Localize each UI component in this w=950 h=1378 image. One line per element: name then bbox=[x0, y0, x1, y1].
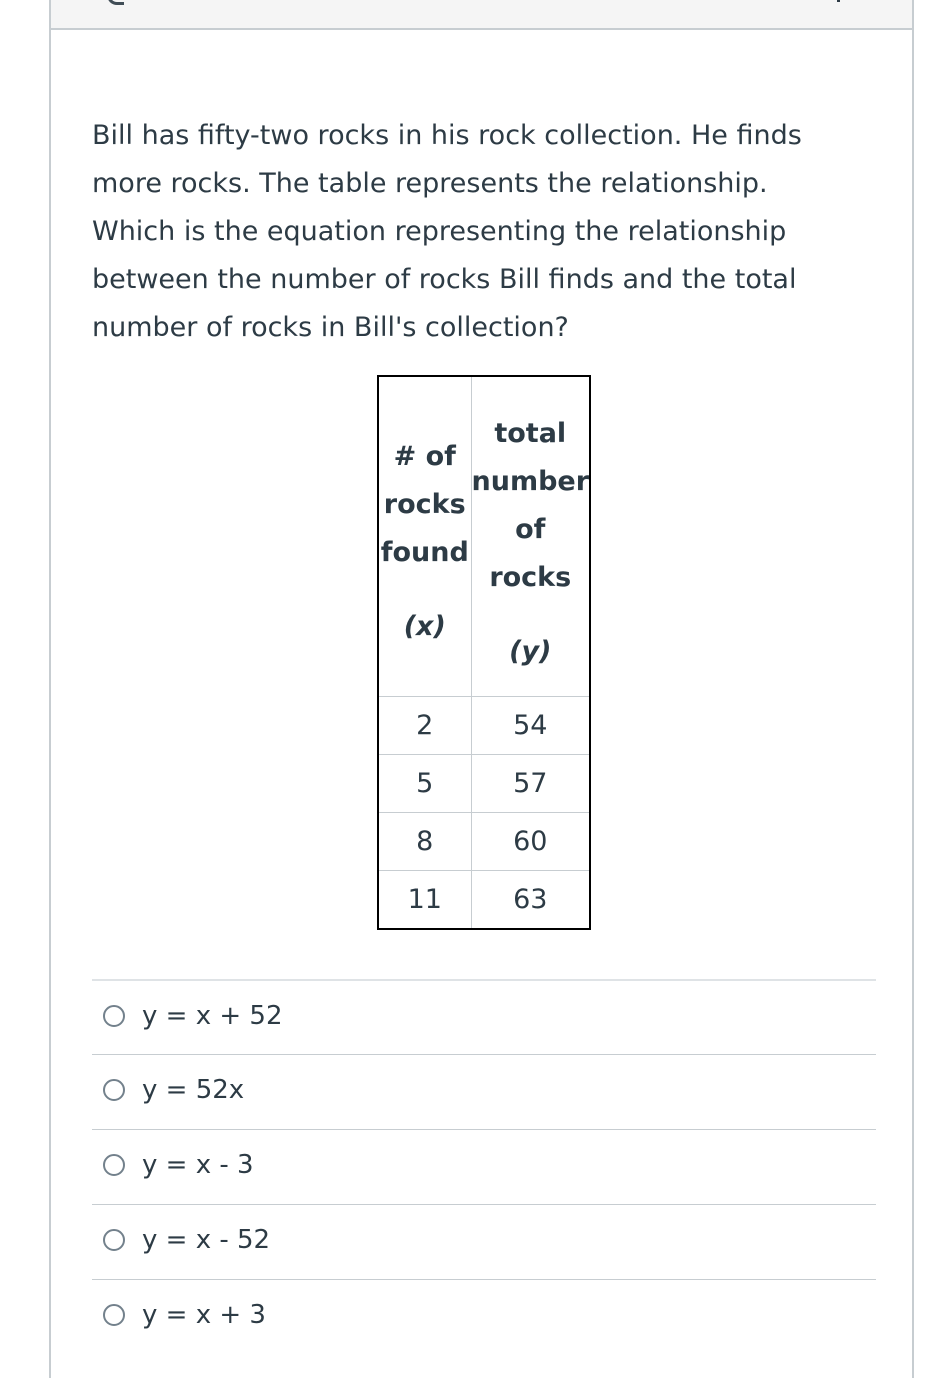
header-y-var: (y) bbox=[509, 636, 552, 667]
radio-button[interactable] bbox=[103, 1079, 125, 1101]
answer-option[interactable] bbox=[92, 1279, 876, 1354]
table-row bbox=[378, 754, 590, 812]
answer-label[interactable]: y = 52x bbox=[142, 1075, 245, 1105]
table-cell-x: 5 bbox=[378, 754, 471, 812]
table-header-row bbox=[378, 376, 590, 696]
radio-button[interactable] bbox=[103, 1229, 125, 1251]
question-text: Bill has fifty-two rocks in his rock collection. He finds more rocks. The table represents the relationship. Which is the equation representing the relationship between the number of rocks Bill finds and the total number of rocks in Bill's collection? bbox=[92, 120, 802, 343]
table-cell-y: 54 bbox=[471, 696, 590, 754]
table-row bbox=[378, 812, 590, 870]
header-points-marker bbox=[837, 0, 840, 2]
table-header-y bbox=[471, 376, 590, 696]
radio-button[interactable] bbox=[103, 1154, 125, 1176]
table-cell-y: 57 bbox=[471, 754, 590, 812]
radio-button[interactable] bbox=[103, 1005, 125, 1027]
table-cell-x: 8 bbox=[378, 812, 471, 870]
answer-option[interactable] bbox=[92, 1054, 876, 1129]
answer-label[interactable]: y = x - 52 bbox=[142, 1225, 271, 1255]
answer-option[interactable] bbox=[92, 1204, 876, 1279]
header-x-label: # of rocks found bbox=[380, 441, 469, 568]
table-row bbox=[378, 696, 590, 754]
table-cell-x: 2 bbox=[378, 696, 471, 754]
table-header-x bbox=[378, 376, 471, 696]
table-cell-y: 63 bbox=[513, 883, 548, 915]
answer-label[interactable]: y = x - 3 bbox=[142, 1150, 254, 1180]
radio-button[interactable] bbox=[103, 1304, 125, 1326]
answer-label[interactable]: y = x + 52 bbox=[142, 1001, 283, 1031]
data-table bbox=[377, 375, 591, 930]
header-x-var: (x) bbox=[403, 611, 446, 642]
table-cell-x: 11 bbox=[378, 870, 471, 929]
table-row bbox=[378, 870, 590, 929]
question-card bbox=[49, 0, 914, 1378]
question-header bbox=[51, 0, 912, 30]
table-cell-y: 60 bbox=[471, 812, 590, 870]
answer-label[interactable]: y = x + 3 bbox=[142, 1300, 266, 1330]
answer-option[interactable] bbox=[92, 979, 876, 1054]
answer-option[interactable] bbox=[92, 1129, 876, 1204]
answer-list bbox=[92, 979, 876, 1354]
header-y-label: total number of rocks bbox=[471, 418, 590, 593]
header-partial-icon bbox=[107, 0, 124, 5]
